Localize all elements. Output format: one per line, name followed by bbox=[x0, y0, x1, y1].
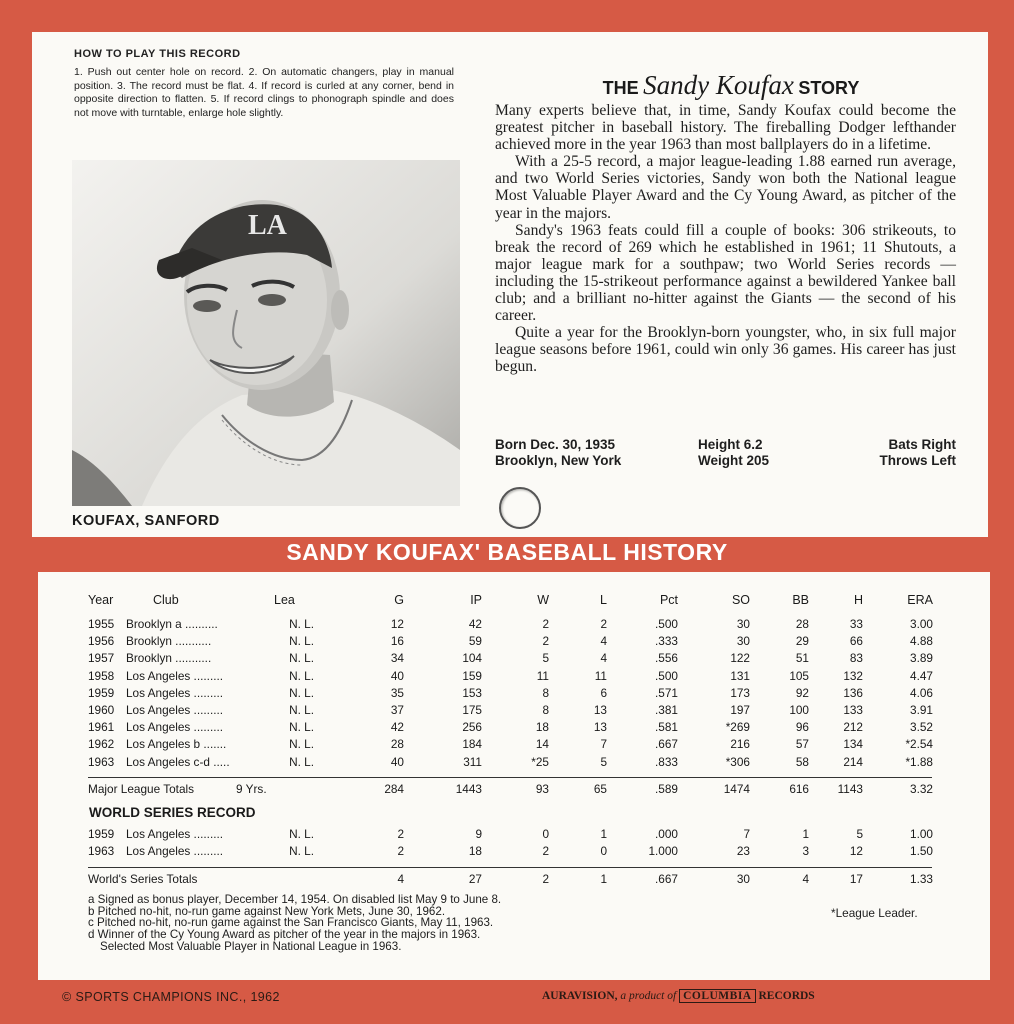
cell-ip: 311 bbox=[463, 754, 482, 769]
howto-title: HOW TO PLAY THIS RECORD bbox=[74, 48, 241, 60]
cell-bb: 28 bbox=[795, 617, 809, 631]
cell-so: *269 bbox=[725, 720, 750, 735]
cell: 1.33 bbox=[910, 872, 933, 886]
ws-totals-row bbox=[38, 872, 990, 888]
cell-h: 33 bbox=[849, 617, 863, 631]
cell-club: Los Angeles ......... bbox=[126, 685, 224, 700]
cell-h: 66 bbox=[849, 634, 863, 649]
cell-h: 83 bbox=[849, 651, 863, 666]
cell-pct: .581 bbox=[655, 720, 678, 735]
cell-pct: 1.000 bbox=[648, 844, 678, 859]
cell-club: Brooklyn a .......... bbox=[126, 617, 218, 631]
cell-lea: N. L. bbox=[289, 720, 314, 735]
cell-h: 132 bbox=[843, 668, 863, 683]
cell: 616 bbox=[789, 782, 809, 796]
cell-w: 8 bbox=[542, 703, 549, 717]
league-leader-note: *League Leader. bbox=[831, 906, 918, 920]
cell-w: 8 bbox=[542, 685, 549, 700]
cell-era: *1.88 bbox=[905, 754, 933, 769]
cell-so: 23 bbox=[736, 844, 750, 859]
cell-g: 28 bbox=[390, 737, 404, 752]
col-header: W bbox=[537, 593, 549, 607]
col-header: Year bbox=[88, 593, 114, 607]
col-header: BB bbox=[792, 593, 809, 607]
footnotes bbox=[88, 894, 501, 953]
cell: 3.32 bbox=[910, 782, 933, 796]
cell-l: 1 bbox=[600, 827, 607, 841]
cell-club: Los Angeles ......... bbox=[126, 668, 224, 683]
cell-year: 1960 bbox=[88, 703, 115, 717]
cell-lea: N. L. bbox=[289, 668, 314, 683]
col-header: SO bbox=[731, 593, 750, 607]
cell-pct: .333 bbox=[655, 634, 678, 649]
cell-era: 4.06 bbox=[910, 685, 933, 700]
cell-pct: .571 bbox=[655, 685, 678, 700]
footnote: d Winner of the Cy Young Award as pitcher of the year in the majors in 1963. bbox=[88, 928, 481, 942]
cell-club: Brooklyn ........... bbox=[126, 651, 212, 666]
cell-pct: .500 bbox=[655, 617, 678, 631]
cell: 1443 bbox=[455, 782, 482, 796]
cell-era: 1.00 bbox=[910, 827, 933, 841]
cell: 30 bbox=[736, 872, 750, 886]
cell-bb: 105 bbox=[789, 668, 809, 683]
cell-bb: 29 bbox=[795, 634, 809, 649]
cell-lea: N. L. bbox=[289, 634, 314, 649]
cell-club: Los Angeles ......... bbox=[126, 844, 224, 859]
cell: 4 bbox=[397, 872, 404, 886]
cell-so: 30 bbox=[736, 634, 750, 649]
story-paragraph: Sandy's 1963 feats could fill a couple of books: 306 strikeouts, to break the record of 269 which he established in 1961; 11 Shutouts, a major league mark for a southpaw; two World Series records — including the 15-strikeout performance against a bewildered Yankee ball club; and a brilliant no-hitter against the Giants — the second of his career. bbox=[495, 221, 956, 325]
cell-so: 122 bbox=[730, 651, 750, 666]
cell-g: 42 bbox=[390, 720, 404, 735]
cell-pct: .667 bbox=[655, 737, 678, 752]
cell-h: 133 bbox=[843, 703, 863, 717]
cell-g: 37 bbox=[390, 703, 404, 717]
cell-lea: N. L. bbox=[289, 754, 314, 769]
cell-l: 5 bbox=[600, 754, 607, 769]
cell-ip: 18 bbox=[468, 844, 482, 859]
cell-ip: 256 bbox=[462, 720, 482, 735]
col-header: ERA bbox=[907, 593, 933, 607]
vitals-row-2 bbox=[495, 453, 956, 469]
cell-so: 197 bbox=[730, 703, 750, 717]
height: Height 6.2 bbox=[698, 437, 763, 452]
cell-club: Brooklyn ........... bbox=[126, 634, 212, 649]
table-row bbox=[38, 720, 990, 736]
cell-g: 2 bbox=[397, 844, 404, 859]
cell-club: Los Angeles ......... bbox=[126, 720, 224, 735]
footnote: Selected Most Valuable Player in National League in 1963. bbox=[100, 939, 402, 953]
cell-year: 1955 bbox=[88, 617, 115, 631]
cell-lea: N. L. bbox=[289, 703, 314, 717]
cell: 17 bbox=[849, 872, 863, 886]
table-row bbox=[38, 755, 990, 771]
history-title: SANDY KOUFAX' BASEBALL HISTORY bbox=[286, 539, 728, 565]
cell-club: Los Angeles b ....... bbox=[126, 737, 227, 752]
cell-g: 35 bbox=[390, 685, 404, 700]
cell-bb: 1 bbox=[802, 827, 809, 841]
cell: 4 bbox=[802, 872, 809, 886]
cell-so: 30 bbox=[736, 617, 750, 631]
cell-year: 1957 bbox=[88, 651, 115, 666]
totals-label: Major League Totals bbox=[88, 782, 195, 796]
howto-text: 1. Push out center hole on record. 2. On automatic changers, play in manual position. 3. The record must be flat. 4. If record is curled at any corner, bend in opposite direction to flatten. 5. If record clings to phonograph spindle and does not move with turntable, enlarge hole slightly. bbox=[74, 66, 454, 119]
story-panel bbox=[32, 32, 988, 537]
cell-h: 212 bbox=[843, 720, 863, 735]
cell-bb: 51 bbox=[795, 651, 809, 666]
player-photo bbox=[72, 160, 460, 506]
cell-era: 4.47 bbox=[910, 668, 933, 683]
cell-era: 3.52 bbox=[910, 720, 933, 735]
cell-bb: 100 bbox=[789, 703, 809, 717]
cell-h: 136 bbox=[843, 685, 863, 700]
cell-l: 13 bbox=[593, 720, 607, 735]
cell: 2 bbox=[542, 872, 549, 886]
born-date: Born Dec. 30, 1935 bbox=[495, 437, 616, 452]
story-text bbox=[495, 102, 956, 376]
footnote: c Pitched no-hit, no-run game against the San Francisco Giants, May 11, 1963. bbox=[88, 916, 494, 930]
cell-g: 16 bbox=[390, 634, 404, 649]
cell-ip: 9 bbox=[475, 827, 482, 841]
cell-lea: N. L. bbox=[289, 827, 314, 841]
table-row bbox=[38, 686, 990, 702]
col-header: H bbox=[853, 593, 863, 607]
cell: 1 bbox=[600, 872, 607, 886]
story-title-name: Sandy Koufax bbox=[643, 70, 794, 100]
cell-h: 12 bbox=[849, 844, 863, 859]
cell-lea: N. L. bbox=[289, 651, 314, 666]
cell-lea: N. L. bbox=[289, 844, 314, 859]
cell-w: 5 bbox=[542, 651, 549, 666]
birthplace: Brooklyn, New York bbox=[495, 453, 622, 468]
col-header: Lea bbox=[274, 593, 295, 607]
brand-sub: a product of bbox=[620, 990, 677, 1002]
cell-bb: 92 bbox=[795, 685, 809, 700]
brand-line bbox=[542, 990, 815, 1002]
divider bbox=[88, 777, 932, 778]
table-row bbox=[38, 703, 990, 719]
cell-year: 1963 bbox=[88, 844, 115, 859]
cap-logo: LA bbox=[248, 210, 287, 241]
table-row bbox=[38, 844, 990, 860]
cell-so: *306 bbox=[725, 754, 750, 769]
cell-pct: .833 bbox=[655, 754, 678, 769]
cell-lea: N. L. bbox=[289, 685, 314, 700]
cell-g: 40 bbox=[390, 754, 404, 769]
table-row bbox=[38, 737, 990, 753]
cell-bb: 57 bbox=[795, 737, 809, 752]
brand-name: AURAVISION, bbox=[542, 990, 618, 1002]
totals-label: World's Series Totals bbox=[88, 872, 198, 886]
cell-l: 4 bbox=[600, 651, 607, 666]
records-label: RECORDS bbox=[758, 990, 815, 1002]
cell-bb: 96 bbox=[795, 720, 809, 735]
cell-so: 216 bbox=[730, 737, 750, 752]
footnote: b Pitched no-hit, no-run game against New York Mets, June 30, 1962. bbox=[88, 904, 446, 918]
cell-era: *2.54 bbox=[905, 737, 933, 752]
cell-h: 214 bbox=[843, 754, 863, 769]
weight: Weight 205 bbox=[698, 453, 770, 468]
totals-row bbox=[38, 782, 990, 798]
cell-g: 40 bbox=[390, 668, 404, 683]
cell-year: 1961 bbox=[88, 720, 115, 735]
cell-year: 1958 bbox=[88, 668, 115, 683]
cell-l: 7 bbox=[600, 737, 607, 752]
cell-pct: .000 bbox=[655, 827, 678, 841]
story-title-suffix: STORY bbox=[798, 78, 860, 98]
cell: 65 bbox=[593, 782, 607, 796]
photo-caption: KOUFAX, SANFORD bbox=[72, 513, 220, 529]
cell-h: 134 bbox=[843, 737, 863, 752]
throws: Throws Left bbox=[879, 453, 956, 468]
cell-l: 13 bbox=[593, 703, 607, 717]
cell: 1143 bbox=[837, 782, 863, 796]
cell-pct: .500 bbox=[655, 668, 678, 683]
cell: 27 bbox=[468, 872, 482, 886]
cell-h: 5 bbox=[856, 827, 863, 841]
table-row bbox=[38, 669, 990, 685]
col-header: L bbox=[600, 593, 607, 607]
table-row bbox=[38, 827, 990, 843]
cell-era: 3.89 bbox=[910, 651, 933, 666]
cell-w: 2 bbox=[542, 634, 549, 649]
cell-w: 2 bbox=[542, 844, 549, 859]
cell-era: 3.00 bbox=[910, 617, 933, 631]
cell-year: 1963 bbox=[88, 754, 115, 769]
cell-l: 6 bbox=[600, 685, 607, 700]
record-center-hole[interactable] bbox=[499, 487, 541, 529]
cell-year: 1959 bbox=[88, 685, 115, 700]
cell-club: Los Angeles c-d ..... bbox=[126, 754, 230, 769]
cell-ip: 184 bbox=[462, 737, 482, 752]
cell-ip: 42 bbox=[468, 617, 482, 631]
story-title-prefix: THE bbox=[602, 78, 639, 98]
cell-l: 11 bbox=[594, 668, 607, 683]
cell-era: 1.50 bbox=[910, 844, 933, 859]
col-header: Pct bbox=[659, 593, 678, 607]
cell-era: 3.91 bbox=[910, 703, 933, 717]
cell-lea: N. L. bbox=[289, 617, 314, 631]
cell-g: 2 bbox=[397, 827, 404, 841]
cell-w: 11 bbox=[536, 668, 549, 683]
table-row bbox=[38, 651, 990, 667]
cell-so: 131 bbox=[730, 668, 750, 683]
totals-years: 9 Yrs. bbox=[236, 782, 267, 796]
cell-so: 173 bbox=[730, 685, 750, 700]
cell-so: 7 bbox=[743, 827, 750, 841]
cell-w: 18 bbox=[535, 720, 549, 735]
copyright: © SPORTS CHAMPIONS INC., 1962 bbox=[62, 990, 280, 1004]
columbia-logo: COLUMBIA bbox=[679, 989, 756, 1003]
cell-w: 14 bbox=[535, 737, 549, 752]
bats: Bats Right bbox=[888, 437, 956, 452]
divider bbox=[88, 867, 932, 868]
story-paragraph: Many experts believe that, in time, Sandy Koufax could become the greatest pitcher in baseball history. The fireballing Dodger lefthander achieved more in the year 1963 than most ballplayers do in a lifetime. bbox=[495, 102, 956, 154]
cell-club: Los Angeles ......... bbox=[126, 703, 224, 717]
vitals-row-1 bbox=[495, 437, 956, 453]
cell: 284 bbox=[384, 782, 404, 796]
cell-pct: .381 bbox=[655, 703, 678, 717]
cell-year: 1962 bbox=[88, 737, 115, 752]
table-header bbox=[38, 593, 990, 609]
cell-year: 1959 bbox=[88, 827, 115, 841]
cell-l: 2 bbox=[600, 617, 607, 631]
cell-ip: 175 bbox=[462, 703, 482, 717]
col-header: IP bbox=[470, 593, 482, 607]
cell: .589 bbox=[655, 782, 678, 796]
cell-ip: 104 bbox=[462, 651, 482, 666]
cell-w: 2 bbox=[542, 617, 549, 631]
col-header: G bbox=[394, 593, 404, 607]
cell-g: 12 bbox=[390, 617, 404, 631]
cell-ip: 59 bbox=[468, 634, 482, 649]
story-paragraph: With a 25-5 record, a major league-leading 1.88 earned run average, and two World Series victories, Sandy won both the National league Most Valuable Player Award and the Cy Young Award, as pitcher of the year in the majors. bbox=[495, 153, 956, 222]
cell-l: 0 bbox=[600, 844, 607, 859]
table-row bbox=[38, 617, 990, 633]
cell-year: 1956 bbox=[88, 634, 115, 649]
cell-g: 34 bbox=[390, 651, 404, 666]
cell-ip: 159 bbox=[462, 668, 482, 683]
cell-w: 0 bbox=[542, 827, 549, 841]
table-row bbox=[38, 634, 990, 650]
footnote: a Signed as bonus player, December 14, 1954. On disabled list May 9 to June 8. bbox=[88, 893, 502, 906]
cell: .667 bbox=[655, 872, 678, 886]
cell: 93 bbox=[535, 782, 549, 796]
cell-bb: 3 bbox=[802, 844, 809, 859]
story-paragraph: Quite a year for the Brooklyn-born youngster, who, in six full major league seasons before 1961, could win only 36 games. His career has just begun. bbox=[495, 324, 956, 376]
cell: 1474 bbox=[723, 782, 750, 796]
cell-l: 4 bbox=[600, 634, 607, 649]
cell-bb: 58 bbox=[795, 754, 809, 769]
player-portrait bbox=[72, 160, 460, 506]
history-panel bbox=[38, 572, 990, 980]
cell-club: Los Angeles ......... bbox=[126, 827, 224, 841]
cell-lea: N. L. bbox=[289, 737, 314, 752]
story-title bbox=[498, 70, 964, 101]
cell-era: 4.88 bbox=[910, 634, 933, 649]
cell-pct: .556 bbox=[655, 651, 678, 666]
world-series-title: WORLD SERIES RECORD bbox=[89, 805, 256, 820]
cell-ip: 153 bbox=[462, 685, 482, 700]
cell-w: *25 bbox=[531, 754, 549, 769]
col-header: Club bbox=[153, 593, 179, 607]
